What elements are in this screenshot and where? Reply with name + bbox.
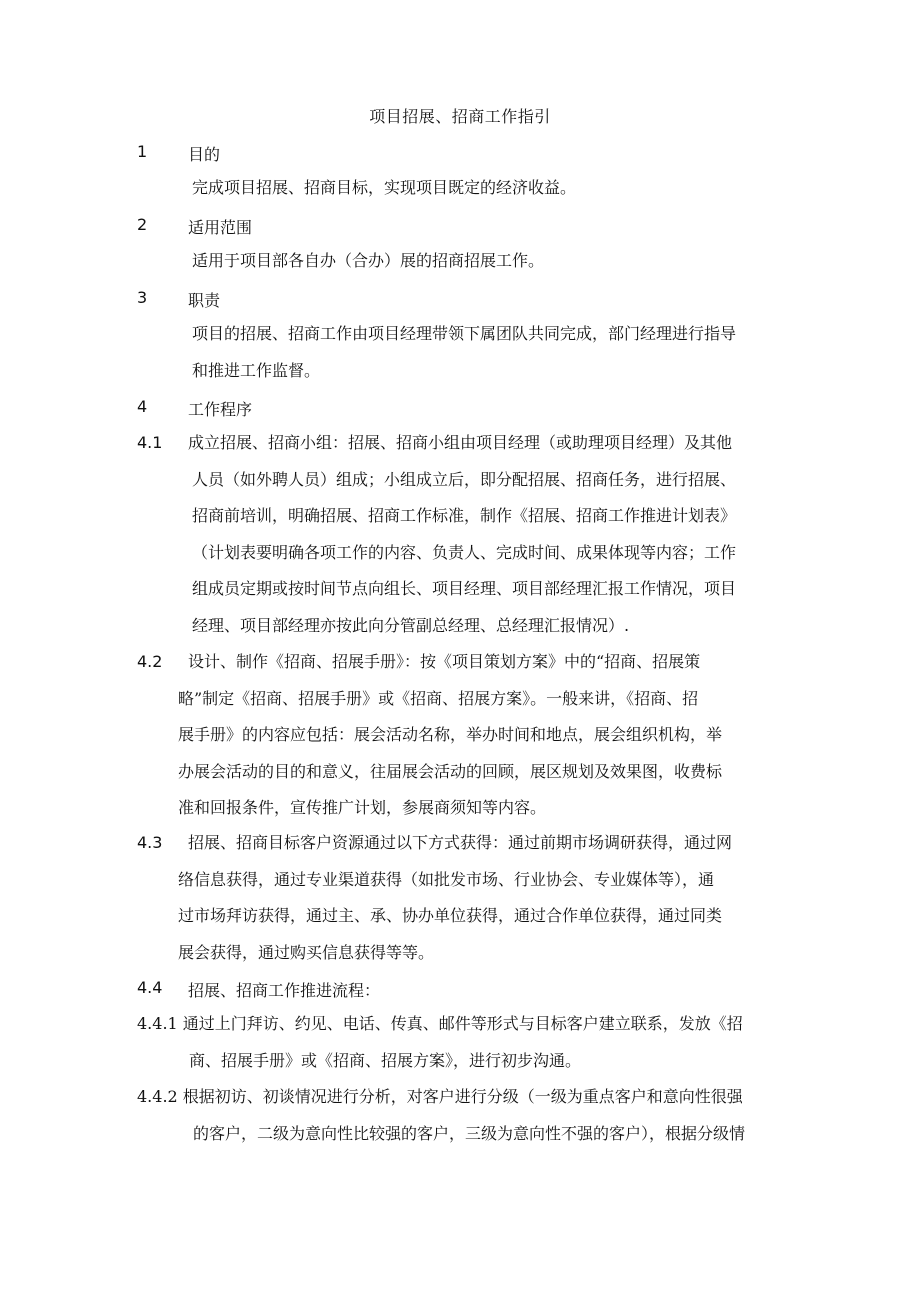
text-line: 组成员定期或按时间节点向组长、项目经理、项目部经理汇报工作情况，项目 xyxy=(192,579,737,598)
text-line: 招展、招商目标客户资源通过以下方式获得：通过前期市场调研获得，通过网 xyxy=(188,833,733,852)
text-line: 设计、制作《招商、招展手册》：按《项目策划方案》中的“招商、招展策 xyxy=(188,652,701,671)
text-line: 准和回报条件，宣传推广计划，参展商须知等内容。 xyxy=(178,798,547,817)
section-number: 2 xyxy=(137,215,148,234)
item-body xyxy=(137,1006,743,1079)
subsection-heading: 招展、招商工作推进流程： xyxy=(188,981,381,1000)
text-line: 和推进工作监督。 xyxy=(192,360,321,380)
text-line: 展手册》的内容应包括：展会活动名称，举办时间和地点，展会组织机构，举 xyxy=(178,725,723,744)
subsection-body xyxy=(178,825,733,971)
subsection-number: 4.2 xyxy=(137,652,163,671)
text-line: 4.4.2 根据初访、初谈情况进行分析，对客户进行分级（一级为重点客户和意向性很强 xyxy=(137,1087,743,1106)
section-body xyxy=(192,316,736,389)
text-line: 商、招展手册》或《招商、招展方案》，进行初步沟通。 xyxy=(189,1050,582,1070)
section-number: 1 xyxy=(137,142,148,161)
text-line: 经理、项目部经理亦按此向分管副总经理、总经理汇报情况）. xyxy=(192,615,630,635)
document-title: 项目招展、招商工作指引 xyxy=(369,107,551,126)
text-line: 展会获得，通过购买信息获得等等。 xyxy=(178,942,435,962)
section-heading: 职责 xyxy=(188,291,221,310)
section-heading: 工作程序 xyxy=(188,400,253,419)
text-line: 完成项目招展、招商目标，实现项目既定的经济收益。 xyxy=(192,178,577,197)
text-line: 络信息获得，通过专业渠道获得（如批发市场、行业协会、专业媒体等），通 xyxy=(178,869,715,889)
section-body xyxy=(192,243,544,280)
subsection-body xyxy=(178,644,723,827)
section-number: 3 xyxy=(137,288,148,307)
text-line: 项目的招展、招商工作由项目经理带领下属团队共同完成，部门经理进行指导 xyxy=(192,324,737,343)
section-body xyxy=(192,170,576,207)
text-line: 成立招展、招商小组：招展、招商小组由项目经理（或助理项目经理）及其他 xyxy=(188,433,733,452)
text-line: （计划表要明确各项工作的内容、负责人、完成时间、成果体现等内容；工作 xyxy=(192,542,737,562)
text-line: 的客户，二级为意向性比较强的客户，三级为意向性不强的客户），根据分级情 xyxy=(193,1123,746,1143)
text-line: 办展会活动的目的和意义，往届展会活动的回顾，展区规划及效果图，收费标 xyxy=(178,761,723,781)
section-number: 4 xyxy=(137,397,148,416)
text-line: 略”制定《招商、招展手册》或《招商、招展方案》。一般来讲，《招商、招 xyxy=(178,688,699,708)
text-line: 4.4.1 通过上门拜访、约见、电话、传真、邮件等形式与目标客户建立联系，发放《招 xyxy=(137,1014,743,1033)
section-heading: 适用范围 xyxy=(188,218,253,237)
text-line: 招商前培训，明确招展、招商工作标准，制作《招展、招商工作推进计划表》 xyxy=(192,506,737,525)
text-line: 人员（如外聘人员）组成；小组成立后，即分配招展、招商任务，进行招展、 xyxy=(192,469,737,489)
subsection-number: 4.3 xyxy=(137,833,163,852)
section-heading: 目的 xyxy=(188,145,221,164)
text-line: 过市场拜访获得，通过主、承、协办单位获得，通过合作单位获得，通过同类 xyxy=(178,906,723,925)
subsection-body xyxy=(188,425,736,644)
item-body xyxy=(137,1079,745,1152)
text-line: 适用于项目部各自办（合办）展的招商招展工作。 xyxy=(192,251,545,270)
subsection-number: 4.1 xyxy=(137,433,163,452)
subsection-number: 4.4 xyxy=(137,978,163,997)
